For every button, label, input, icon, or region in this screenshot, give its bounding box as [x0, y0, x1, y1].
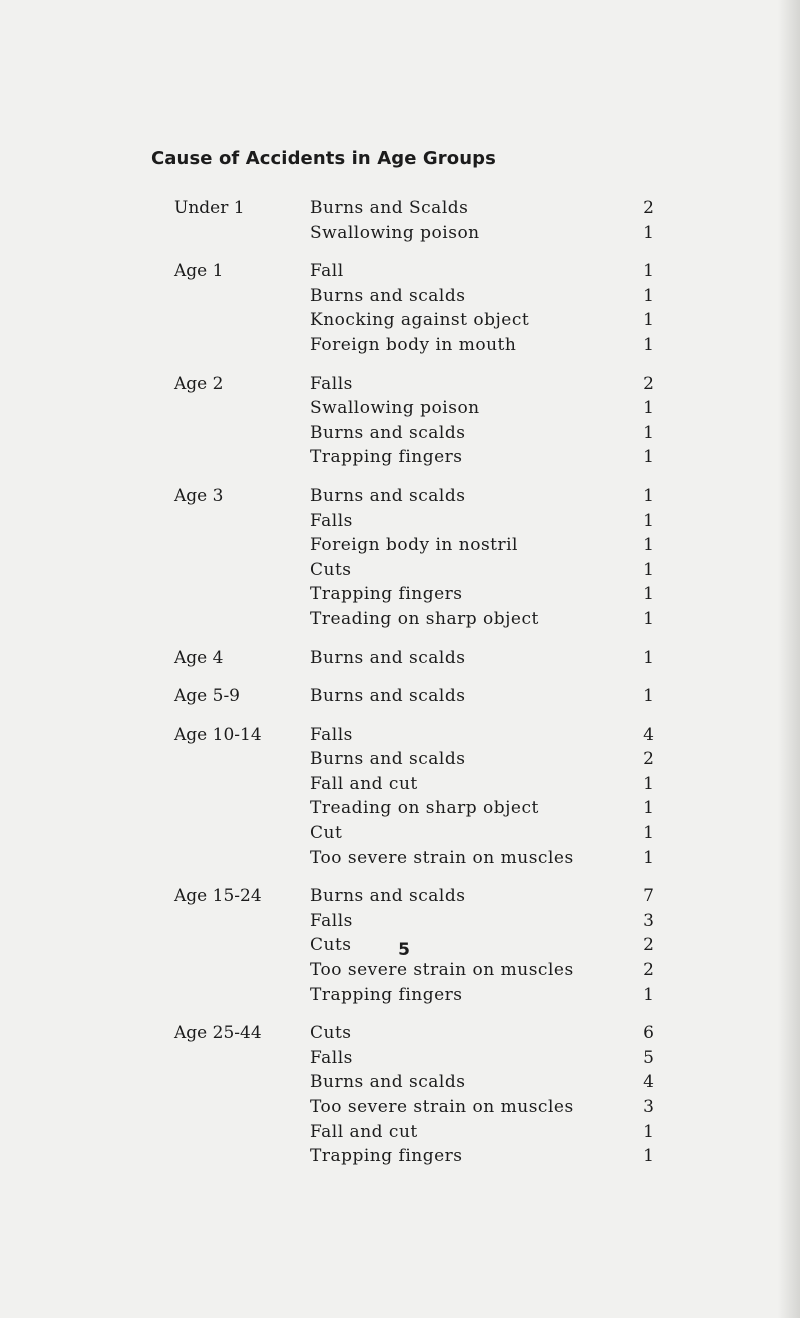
accident-count: 5	[643, 1047, 654, 1068]
accident-cause: Knocking against object	[310, 310, 530, 331]
table-row	[0, 821, 800, 846]
table-row	[0, 747, 800, 772]
table-row	[0, 607, 800, 632]
age-group-label: Age 2	[174, 373, 224, 394]
accident-count: 2	[643, 373, 654, 394]
accident-count: 6	[643, 1023, 654, 1044]
table-row	[0, 308, 800, 333]
accident-count: 3	[643, 1097, 654, 1117]
accident-cause: Burns and scalds	[310, 647, 466, 668]
accident-cause: Trapping fingers	[310, 984, 463, 1005]
age-group	[0, 259, 800, 357]
age-group-label: Age 15-24	[174, 886, 262, 907]
accident-cause: Too severe strain on muscles	[310, 1097, 574, 1117]
age-group-label: Under 1	[174, 198, 245, 218]
accident-count: 1	[643, 686, 654, 707]
accident-cause: Cut	[310, 823, 343, 844]
age-group-label: Age 4	[174, 647, 224, 668]
accident-count: 2	[643, 198, 654, 218]
accident-count: 1	[643, 584, 654, 605]
age-group-label: Age 1	[174, 261, 224, 282]
age-group	[0, 484, 800, 632]
table-row	[0, 372, 800, 397]
accident-count: 7	[643, 886, 654, 907]
page-title: Cause of Accidents in Age Groups	[151, 148, 496, 169]
table-row	[0, 509, 800, 534]
age-group	[0, 723, 800, 871]
accident-count: 1	[643, 261, 654, 282]
table-row	[0, 1046, 800, 1071]
accident-cause: Burns and scalds	[310, 1072, 466, 1093]
accident-count: 1	[643, 285, 654, 306]
accident-count: 1	[643, 823, 654, 844]
table-row	[0, 421, 800, 446]
accident-cause: Cuts	[310, 935, 352, 956]
table-row	[0, 1120, 800, 1145]
accident-count: 1	[643, 485, 654, 506]
accident-count: 1	[643, 222, 654, 243]
table-row	[0, 333, 800, 358]
table-row	[0, 1144, 800, 1169]
age-group-label: Age 10-14	[174, 724, 262, 745]
table-row	[0, 772, 800, 797]
table-row	[0, 723, 800, 748]
age-group-label: Age 5-9	[174, 686, 240, 707]
table-row	[0, 846, 800, 871]
accident-count: 1	[643, 559, 654, 580]
accident-cause: Swallowing poison	[310, 222, 480, 243]
accident-count: 1	[643, 798, 654, 819]
accident-cause: Falls	[310, 910, 353, 931]
table-row	[0, 958, 800, 983]
accident-cause: Burns and scalds	[310, 422, 466, 443]
accident-count: 1	[643, 422, 654, 443]
accident-cause: Burns and scalds	[310, 485, 466, 506]
accident-cause: Foreign body in mouth	[310, 334, 517, 355]
age-group	[0, 372, 800, 470]
accident-cause: Foreign body in nostril	[310, 535, 518, 556]
accident-count: 1	[643, 608, 654, 629]
accident-count: 1	[643, 1121, 654, 1142]
accident-count: 1	[643, 773, 654, 794]
table-row	[0, 259, 800, 284]
age-group-label: Age 25-44	[174, 1023, 262, 1044]
accident-table	[0, 196, 800, 1183]
accident-cause: Cuts	[310, 1023, 352, 1044]
table-row	[0, 533, 800, 558]
age-group	[0, 1021, 800, 1169]
accident-count: 1	[643, 1146, 654, 1167]
accident-cause: Treading on sharp object	[310, 608, 539, 629]
accident-cause: Trapping fingers	[310, 1146, 463, 1167]
accident-cause: Fall and cut	[310, 773, 418, 794]
table-row	[0, 1021, 800, 1046]
age-group	[0, 684, 800, 709]
accident-cause: Burns and scalds	[310, 749, 466, 770]
accident-cause: Falls	[310, 724, 353, 745]
accident-cause: Treading on sharp object	[310, 798, 539, 819]
accident-count: 1	[643, 310, 654, 331]
accident-count: 1	[643, 510, 654, 531]
table-row	[0, 646, 800, 671]
table-row	[0, 684, 800, 709]
table-row	[0, 558, 800, 583]
accident-count: 1	[643, 535, 654, 556]
table-row	[0, 796, 800, 821]
accident-cause: Cuts	[310, 559, 352, 580]
accident-cause: Fall	[310, 261, 344, 282]
accident-cause: Burns and scalds	[310, 886, 466, 907]
table-row	[0, 1070, 800, 1095]
table-row	[0, 196, 800, 221]
accident-count: 1	[643, 398, 654, 419]
table-row	[0, 884, 800, 909]
table-row	[0, 983, 800, 1008]
accident-cause: Trapping fingers	[310, 584, 463, 605]
accident-cause: Fall and cut	[310, 1121, 418, 1142]
accident-count: 3	[643, 910, 654, 931]
accident-count: 1	[643, 647, 654, 668]
table-row	[0, 284, 800, 309]
accident-cause: Burns and scalds	[310, 686, 466, 707]
age-group	[0, 646, 800, 671]
table-row	[0, 396, 800, 421]
accident-count: 4	[643, 1072, 654, 1093]
accident-cause: Burns and Scalds	[310, 198, 469, 218]
accident-count: 4	[643, 724, 654, 745]
table-row	[0, 445, 800, 470]
table-row	[0, 1095, 800, 1120]
accident-count: 2	[643, 935, 654, 956]
accident-count: 1	[643, 334, 654, 355]
accident-cause: Falls	[310, 510, 353, 531]
table-row	[0, 909, 800, 934]
accident-cause: Falls	[310, 1047, 353, 1068]
accident-cause: Trapping fingers	[310, 447, 463, 468]
accident-count: 1	[643, 447, 654, 468]
table-row	[0, 484, 800, 509]
accident-cause: Swallowing poison	[310, 398, 480, 419]
age-group-label: Age 3	[174, 485, 224, 506]
table-row	[0, 582, 800, 607]
accident-cause: Too severe strain on muscles	[310, 847, 574, 868]
accident-cause: Too severe strain on muscles	[310, 960, 574, 981]
table-row	[0, 221, 800, 246]
accident-count: 1	[643, 847, 654, 868]
accident-count: 2	[643, 960, 654, 981]
page-number: 5	[398, 940, 410, 960]
accident-cause: Burns and scalds	[310, 285, 466, 306]
accident-cause: Falls	[310, 373, 353, 394]
accident-count: 1	[643, 984, 654, 1005]
age-group	[0, 196, 800, 245]
accident-count: 2	[643, 749, 654, 770]
